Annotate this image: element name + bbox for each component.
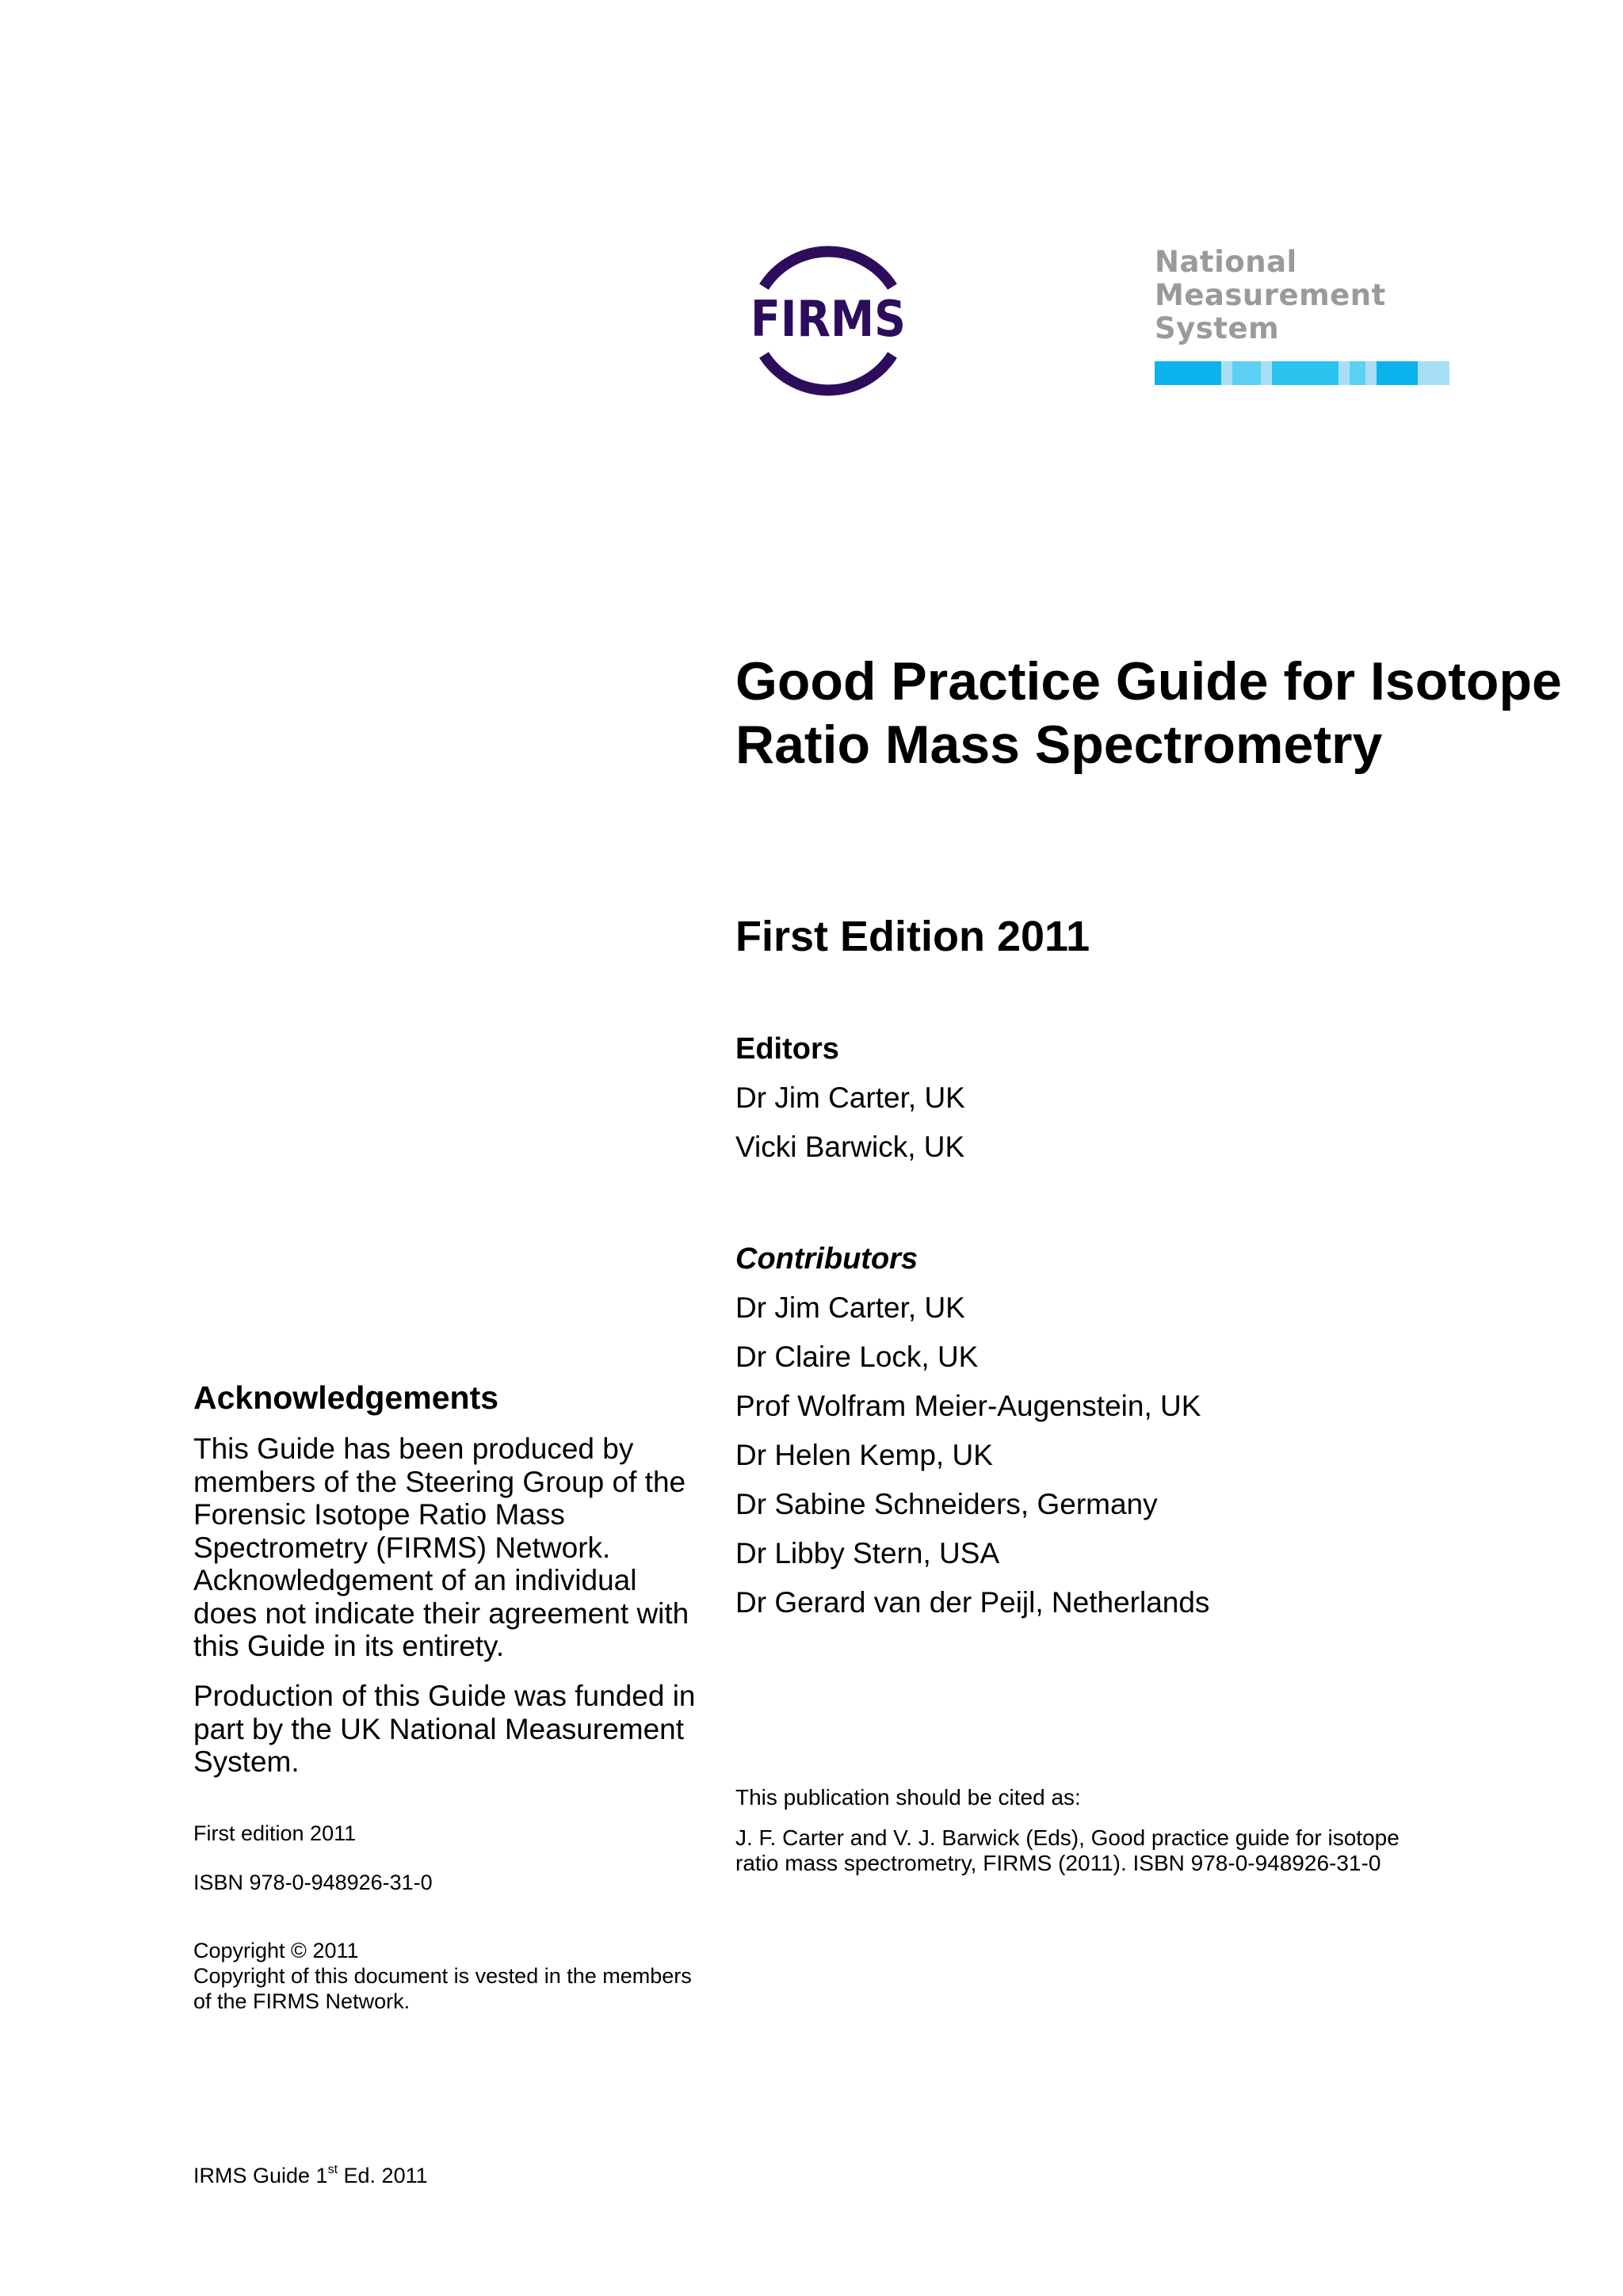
- nms-logo-bar: [1155, 361, 1449, 385]
- editor-name: Dr Jim Carter, UK: [735, 1081, 965, 1114]
- isbn-text: ISBN 978-0-948926-31-0: [193, 1871, 433, 1894]
- contributor-name: Dr Helen Kemp, UK: [735, 1439, 993, 1471]
- firms-logo-text: FIRMS: [750, 290, 906, 348]
- copyright-block: [193, 1938, 701, 2014]
- first-edition-text: First edition 2011: [193, 1821, 357, 1845]
- contributor-name: Dr Sabine Schneiders, Germany: [735, 1488, 1158, 1520]
- contributor-name: Dr Gerard van der Peijl, Netherlands: [735, 1586, 1210, 1619]
- firms-logo: [745, 238, 911, 404]
- acknowledgements-paragraph: Production of this Guide was funded in part by the UK National Measurement System.: [193, 1680, 696, 1778]
- contributor-name: Dr Jim Carter, UK: [735, 1291, 965, 1324]
- editors-list: [735, 1074, 965, 1172]
- nms-logo-line: National: [1155, 245, 1297, 279]
- citation-heading: This publication should be cited as:: [735, 1785, 1081, 1810]
- contributor-name: Dr Claire Lock, UK: [735, 1341, 979, 1373]
- editor-name: Vicki Barwick, UK: [735, 1131, 965, 1163]
- copyright-line: Copyright of this document is vested in the members of the FIRMS Network.: [193, 1964, 692, 2013]
- citation-text: J. F. Carter and V. J. Barwick (Eds), Good practice guide for isotope ratio mass spectrometry, FIRMS (2011). ISBN 978-0-948926-31-0: [735, 1825, 1400, 1875]
- acknowledgements-heading: Acknowledgements: [193, 1379, 499, 1416]
- editors-heading: Editors: [735, 1032, 839, 1066]
- page-footer: [193, 2157, 428, 2188]
- contributors-list: [735, 1283, 1209, 1627]
- acknowledgements-paragraph: This Guide has been produced by members of the Steering Group of the Forensic Isotope Ratio Mass Spectrometry (FIRMS) Network. Acknowledgement of an individual does not indicate their agreement with this Guide in its entirety.: [193, 1432, 689, 1662]
- nms-logo-line: Measurement: [1155, 278, 1386, 312]
- footer-superscript: st: [327, 2163, 338, 2176]
- footer-prefix: IRMS Guide 1: [193, 2164, 328, 2187]
- contributors-heading: Contributors: [735, 1242, 918, 1276]
- contributor-name: Prof Wolfram Meier-Augenstein, UK: [735, 1390, 1201, 1422]
- copyright-line: Copyright © 2011: [193, 1939, 359, 1962]
- contributor-name: Dr Libby Stern, USA: [735, 1537, 1000, 1569]
- edition-heading: First Edition 2011: [735, 913, 1090, 960]
- document-title: Good Practice Guide for Isotope Ratio Mass Spectrometry: [735, 651, 1562, 775]
- nms-logo-line: System: [1155, 311, 1280, 345]
- nms-logo-text: [1155, 246, 1386, 345]
- footer-suffix: Ed. 2011: [338, 2164, 428, 2187]
